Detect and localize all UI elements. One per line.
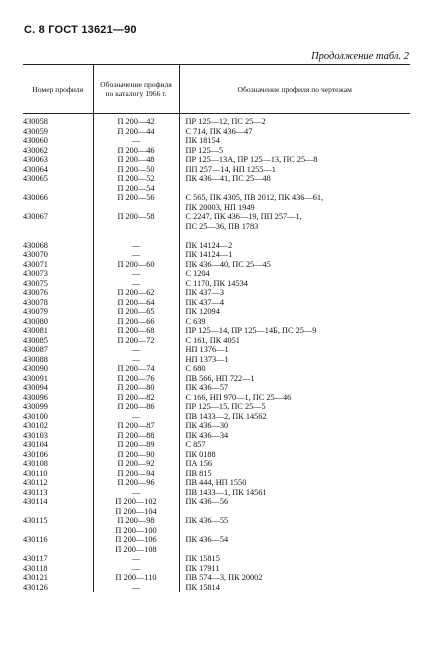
drawing-line: С 714, ПК 436—47 [185,126,253,136]
catalog-line: П 200—108 [115,544,157,554]
drawing-line [186,184,411,194]
table-row [23,241,410,251]
catalog-line: П 200—110 [115,573,157,582]
catalog-line: П 200—52 [117,174,155,183]
table-row [23,269,410,279]
drawing-designation [179,450,410,460]
profile-number: 430071 [23,259,48,269]
drawing-designation [179,440,410,450]
table-row [23,136,410,146]
table-row [23,298,410,308]
profile-number: 430108 [23,459,48,468]
catalog-line: П 200—102 [115,497,157,506]
drawing-designation [179,260,410,270]
catalog-designation [93,355,179,365]
profile-number: 430090 [23,364,48,373]
drawing-line: ПР 125—15, ПС 25—5 [185,402,266,411]
profile-number: 430058 [23,117,48,126]
drawing-designation [179,136,410,146]
table-row [23,364,410,374]
table-row [23,393,410,403]
catalog-designation [93,165,179,175]
column-header-catalog: Обозначение профиля по каталогу 1966 г. [93,65,179,114]
catalog-line: П 200—60 [117,259,155,269]
catalog-designation [93,374,179,384]
profile-number: 430113 [23,487,48,497]
catalog-designation [93,317,179,327]
drawing-designation [179,535,410,554]
catalog-line: — [131,354,141,364]
table-row [23,469,410,479]
catalog-line: — [131,345,141,354]
profile-number: 430059 [23,126,48,136]
catalog-line [94,203,179,213]
catalog-line [94,222,179,232]
table-body [23,114,410,593]
table-row [23,440,410,450]
table-row [23,355,410,365]
catalog-designation [93,288,179,298]
table-row [23,114,410,127]
drawing-line: ПК 436—41, ПС 25—48 [185,174,271,183]
table-row [23,431,410,441]
profile-number: 430064 [23,164,48,174]
catalog-line: П 200—50 [117,164,155,174]
drawing-line: ПВ 1433—2, ПК 14562 [185,411,267,421]
drawing-line: ПР 125—13А, ПР 125—13, ПС 25—8 [185,155,318,164]
catalog-line: — [131,240,141,250]
drawing-line: С 857 [185,440,206,449]
profiles-table [23,64,410,592]
drawing-line: НП 1373—1 [185,354,229,364]
catalog-designation [93,421,179,431]
drawing-designation [179,459,410,469]
table-row [23,146,410,156]
drawing-designation [179,364,410,374]
table-row [23,421,410,431]
catalog-line: П 200—86 [117,402,155,411]
catalog-line: П 200—62 [117,288,155,297]
drawing-line [186,231,411,241]
profile-number: 430065 [23,174,48,183]
column-header-drawings: Обозначение профиля по чертежам [179,65,410,114]
drawing-line: С 161, ПК 4051 [185,335,240,345]
drawing-line: ПК 436—54 [185,535,229,544]
catalog-line: П 200—54 [117,183,155,193]
catalog-designation [93,241,179,251]
drawing-line: С 565, ПК 4305, ПВ 2012, ПК 436—61, [185,193,324,202]
table-row [23,336,410,346]
catalog-designation [93,583,179,593]
catalog-designation [93,260,179,270]
catalog-line [94,231,179,241]
catalog-designation [93,412,179,422]
drawing-line: С 1170, ПК 14534 [185,278,248,288]
catalog-designation [93,440,179,450]
drawing-line: ПК 436—57 [185,383,229,392]
catalog-designation [93,326,179,336]
drawing-designation [179,307,410,317]
profile-number: 430067 [23,212,48,221]
profile-number: 430110 [23,468,48,478]
catalog-line: П 200—65 [117,307,155,316]
profile-number: 430070 [23,250,48,259]
drawing-line: ПК 437—3 [185,288,224,297]
catalog-designation [93,497,179,516]
profile-number: 430096 [23,392,48,402]
drawing-designation [179,174,410,193]
profile-number: 430079 [23,307,48,316]
drawing-designation [179,241,410,251]
profile-number: 430076 [23,288,48,297]
drawing-line: ПР 125—5 [185,145,224,155]
drawing-designation [179,326,410,336]
table-row [23,326,410,336]
catalog-designation [93,564,179,574]
table-row [23,345,410,355]
drawing-line: ПК 14124—2 [185,240,233,250]
drawing-line: ПК 17911 [185,563,220,573]
catalog-designation [93,174,179,193]
catalog-designation [93,573,179,583]
table-row [23,554,410,564]
table-row [23,279,410,289]
catalog-line: П 200—74 [117,364,155,373]
catalog-line: П 200—80 [117,383,155,392]
table-row [23,402,410,412]
catalog-line: П 200—68 [117,326,155,335]
profile-number: 430103 [23,430,48,440]
catalog-line: — [131,487,141,497]
profile-number: 430085 [23,335,48,345]
catalog-designation [93,516,179,535]
table-row [23,174,410,193]
catalog-line: П 200—104 [115,506,157,516]
table-row [23,127,410,137]
drawing-designation [179,383,410,393]
drawing-designation [179,127,410,137]
profile-number: 430114 [23,497,48,506]
profile-number: 430066 [23,193,48,202]
table-continuation-label: Продолжение табл. 2 [311,51,409,62]
drawing-line: ПК 15815 [185,554,220,563]
catalog-designation [93,212,179,241]
catalog-line: — [131,136,141,145]
profile-number: 430075 [23,278,48,288]
drawing-line: ПК 436—30 [185,421,229,430]
catalog-designation [93,269,179,279]
profile-number: 430116 [23,535,48,544]
table-row [23,383,410,393]
profile-number: 430091 [23,373,48,383]
profile-number: 430117 [23,554,48,563]
drawing-designation [179,250,410,260]
table-header-row [23,65,410,114]
catalog-line: П 200—100 [115,525,157,535]
catalog-line: П 200—96 [117,478,155,487]
drawing-designation [179,421,410,431]
profile-number: 430078 [23,297,48,307]
table-row [23,516,410,535]
catalog-designation [93,478,179,488]
drawing-designation [179,516,410,535]
catalog-line: П 200—98 [117,516,155,525]
catalog-line: П 200—76 [117,373,155,383]
catalog-designation [93,554,179,564]
drawing-line: НП 1376—1 [185,345,229,354]
catalog-line: П 200—90 [117,449,155,459]
table-row [23,165,410,175]
table-row [23,155,410,165]
catalog-line: П 200—87 [117,421,155,430]
table-row [23,212,410,241]
profile-number: 430063 [23,155,48,164]
drawing-designation [179,269,410,279]
drawing-designation [179,336,410,346]
profile-number: 430104 [23,440,48,449]
drawing-line: ПВ 1433—1, ПК 14561 [185,487,267,497]
table-row [23,459,410,469]
table-row [23,564,410,574]
drawing-line: С 680 [185,364,206,373]
drawing-designation [179,146,410,156]
catalog-line: — [131,563,141,573]
catalog-line: П 200—44 [117,126,155,136]
catalog-designation [93,345,179,355]
profile-number: 430068 [23,240,48,250]
drawing-line [186,545,411,555]
drawing-designation [179,431,410,441]
profile-number: 430099 [23,402,48,411]
table-row [23,317,410,327]
drawing-line [186,507,411,517]
catalog-line: П 200—89 [117,440,155,449]
catalog-designation [93,146,179,156]
catalog-designation [93,364,179,374]
profile-number: 430081 [23,326,48,335]
drawing-line: ПК 18154 [185,136,220,145]
catalog-designation [93,298,179,308]
profile-number: 430073 [23,269,48,278]
table-row [23,583,410,593]
table-row [23,488,410,498]
catalog-designation [93,307,179,317]
drawing-designation [179,114,410,127]
profile-number: 430062 [23,145,48,155]
drawing-designation [179,374,410,384]
drawing-line: ПК 436—40, ПС 25—45 [185,259,271,269]
catalog-designation [93,383,179,393]
catalog-designation [93,393,179,403]
drawing-line: ПА 156 [185,459,213,468]
profile-number: 430106 [23,449,48,459]
drawing-line: ПП 257—14, НП 1255—1 [185,164,276,174]
catalog-designation [93,459,179,469]
drawing-line: ПК 436—56 [185,497,229,506]
catalog-designation [93,136,179,146]
table-row [23,307,410,317]
catalog-line: П 200—66 [117,316,155,326]
drawing-line: С 2247, ПК 436—19, ПП 257—1, [185,212,302,221]
drawing-line: ПВ 574—3, ПК 20002 [185,573,263,582]
drawing-designation [179,564,410,574]
profile-number: 430115 [23,516,48,525]
profile-number: 430060 [23,136,48,145]
catalog-designation [93,114,179,127]
catalog-line: П 200—92 [117,459,155,468]
page-header: С. 8 ГОСТ 13621—90 [24,24,137,36]
drawing-designation [179,583,410,593]
table-row [23,374,410,384]
drawing-designation [179,554,410,564]
drawing-designation [179,345,410,355]
catalog-line: П 200—106 [115,535,157,544]
table-row [23,260,410,270]
catalog-designation [93,127,179,137]
drawing-designation [179,212,410,241]
drawing-designation [179,165,410,175]
catalog-designation [93,431,179,441]
catalog-line: П 200—48 [117,155,155,164]
drawing-line: ПК 437—4 [185,297,224,307]
catalog-designation [93,336,179,346]
profile-number: 430118 [23,563,48,573]
catalog-line: — [131,269,141,278]
catalog-designation [93,250,179,260]
table-row [23,478,410,488]
drawing-line: ПК 15814 [185,582,220,592]
drawing-designation [179,298,410,308]
drawing-designation [179,288,410,298]
drawing-line: ПР 125—14, ПР 125—14Б, ПС 25—9 [185,326,317,335]
profile-number: 430080 [23,316,48,326]
drawing-line: ПК 20003, НП 1949 [185,202,255,212]
drawing-line: ПК 436—34 [185,430,229,440]
catalog-line: — [131,278,141,288]
catalog-line: П 200—42 [117,117,155,126]
profile-number: 430087 [23,345,48,354]
catalog-line: П 200—58 [117,212,155,221]
table-row [23,497,410,516]
drawing-line: ПК 436—55 [185,516,229,525]
drawing-line: ПР 125—12, ПС 25—2 [185,117,266,126]
profile-number: 430102 [23,421,48,430]
catalog-designation [93,535,179,554]
drawing-line: ПВ 815 [185,468,212,478]
drawing-designation [179,317,410,327]
table-row [23,288,410,298]
catalog-designation [93,193,179,212]
drawing-line: ПК 14124—1 [185,250,233,259]
drawing-designation [179,488,410,498]
catalog-line: — [131,411,141,421]
catalog-line: П 200—88 [117,430,155,440]
drawing-designation [179,393,410,403]
table-row [23,412,410,422]
drawing-line: ПС 25—36, ПВ 1783 [185,221,259,231]
table-row [23,573,410,583]
profile-number: 430112 [23,478,48,487]
profile-number: 430121 [23,573,48,582]
catalog-line: П 200—56 [117,193,155,202]
drawing-designation [179,193,410,212]
drawing-line [186,526,411,536]
drawing-designation [179,497,410,516]
table-row [23,193,410,212]
catalog-line: П 200—72 [117,335,155,345]
drawing-designation [179,412,410,422]
profile-number: 430126 [23,582,48,592]
profile-number: 430094 [23,383,48,392]
drawing-designation [179,469,410,479]
drawing-designation [179,279,410,289]
drawing-line: ПК 12094 [185,307,220,316]
catalog-line: П 200—94 [117,468,155,478]
table-row [23,450,410,460]
drawing-designation [179,355,410,365]
drawing-designation [179,402,410,412]
drawing-line: С 166, НП 970—1, ПС 25—46 [185,392,292,402]
catalog-designation [93,155,179,165]
drawing-line: ПВ 444, НП 1550 [185,478,247,487]
table-row [23,535,410,554]
catalog-designation [93,469,179,479]
catalog-line: — [131,554,141,563]
drawing-designation [179,478,410,488]
catalog-designation [93,279,179,289]
table-row [23,250,410,260]
catalog-line: П 200—82 [117,392,155,402]
drawing-designation [179,573,410,583]
catalog-designation [93,450,179,460]
catalog-line: — [131,582,141,592]
drawing-line: ПК 0188 [185,449,216,459]
catalog-line: П 200—46 [117,145,155,155]
catalog-line: П 200—64 [117,297,155,307]
drawing-line: С 1204 [185,269,210,278]
column-header-number: Номер профиля [23,65,93,114]
catalog-designation [93,488,179,498]
drawing-line: С 639 [185,316,206,326]
profile-number: 430088 [23,354,48,364]
drawing-line: ПВ 566, НП 722—1 [185,373,255,383]
catalog-designation [93,402,179,412]
catalog-line: — [131,250,141,259]
profile-number: 430100 [23,411,48,421]
drawing-designation [179,155,410,165]
